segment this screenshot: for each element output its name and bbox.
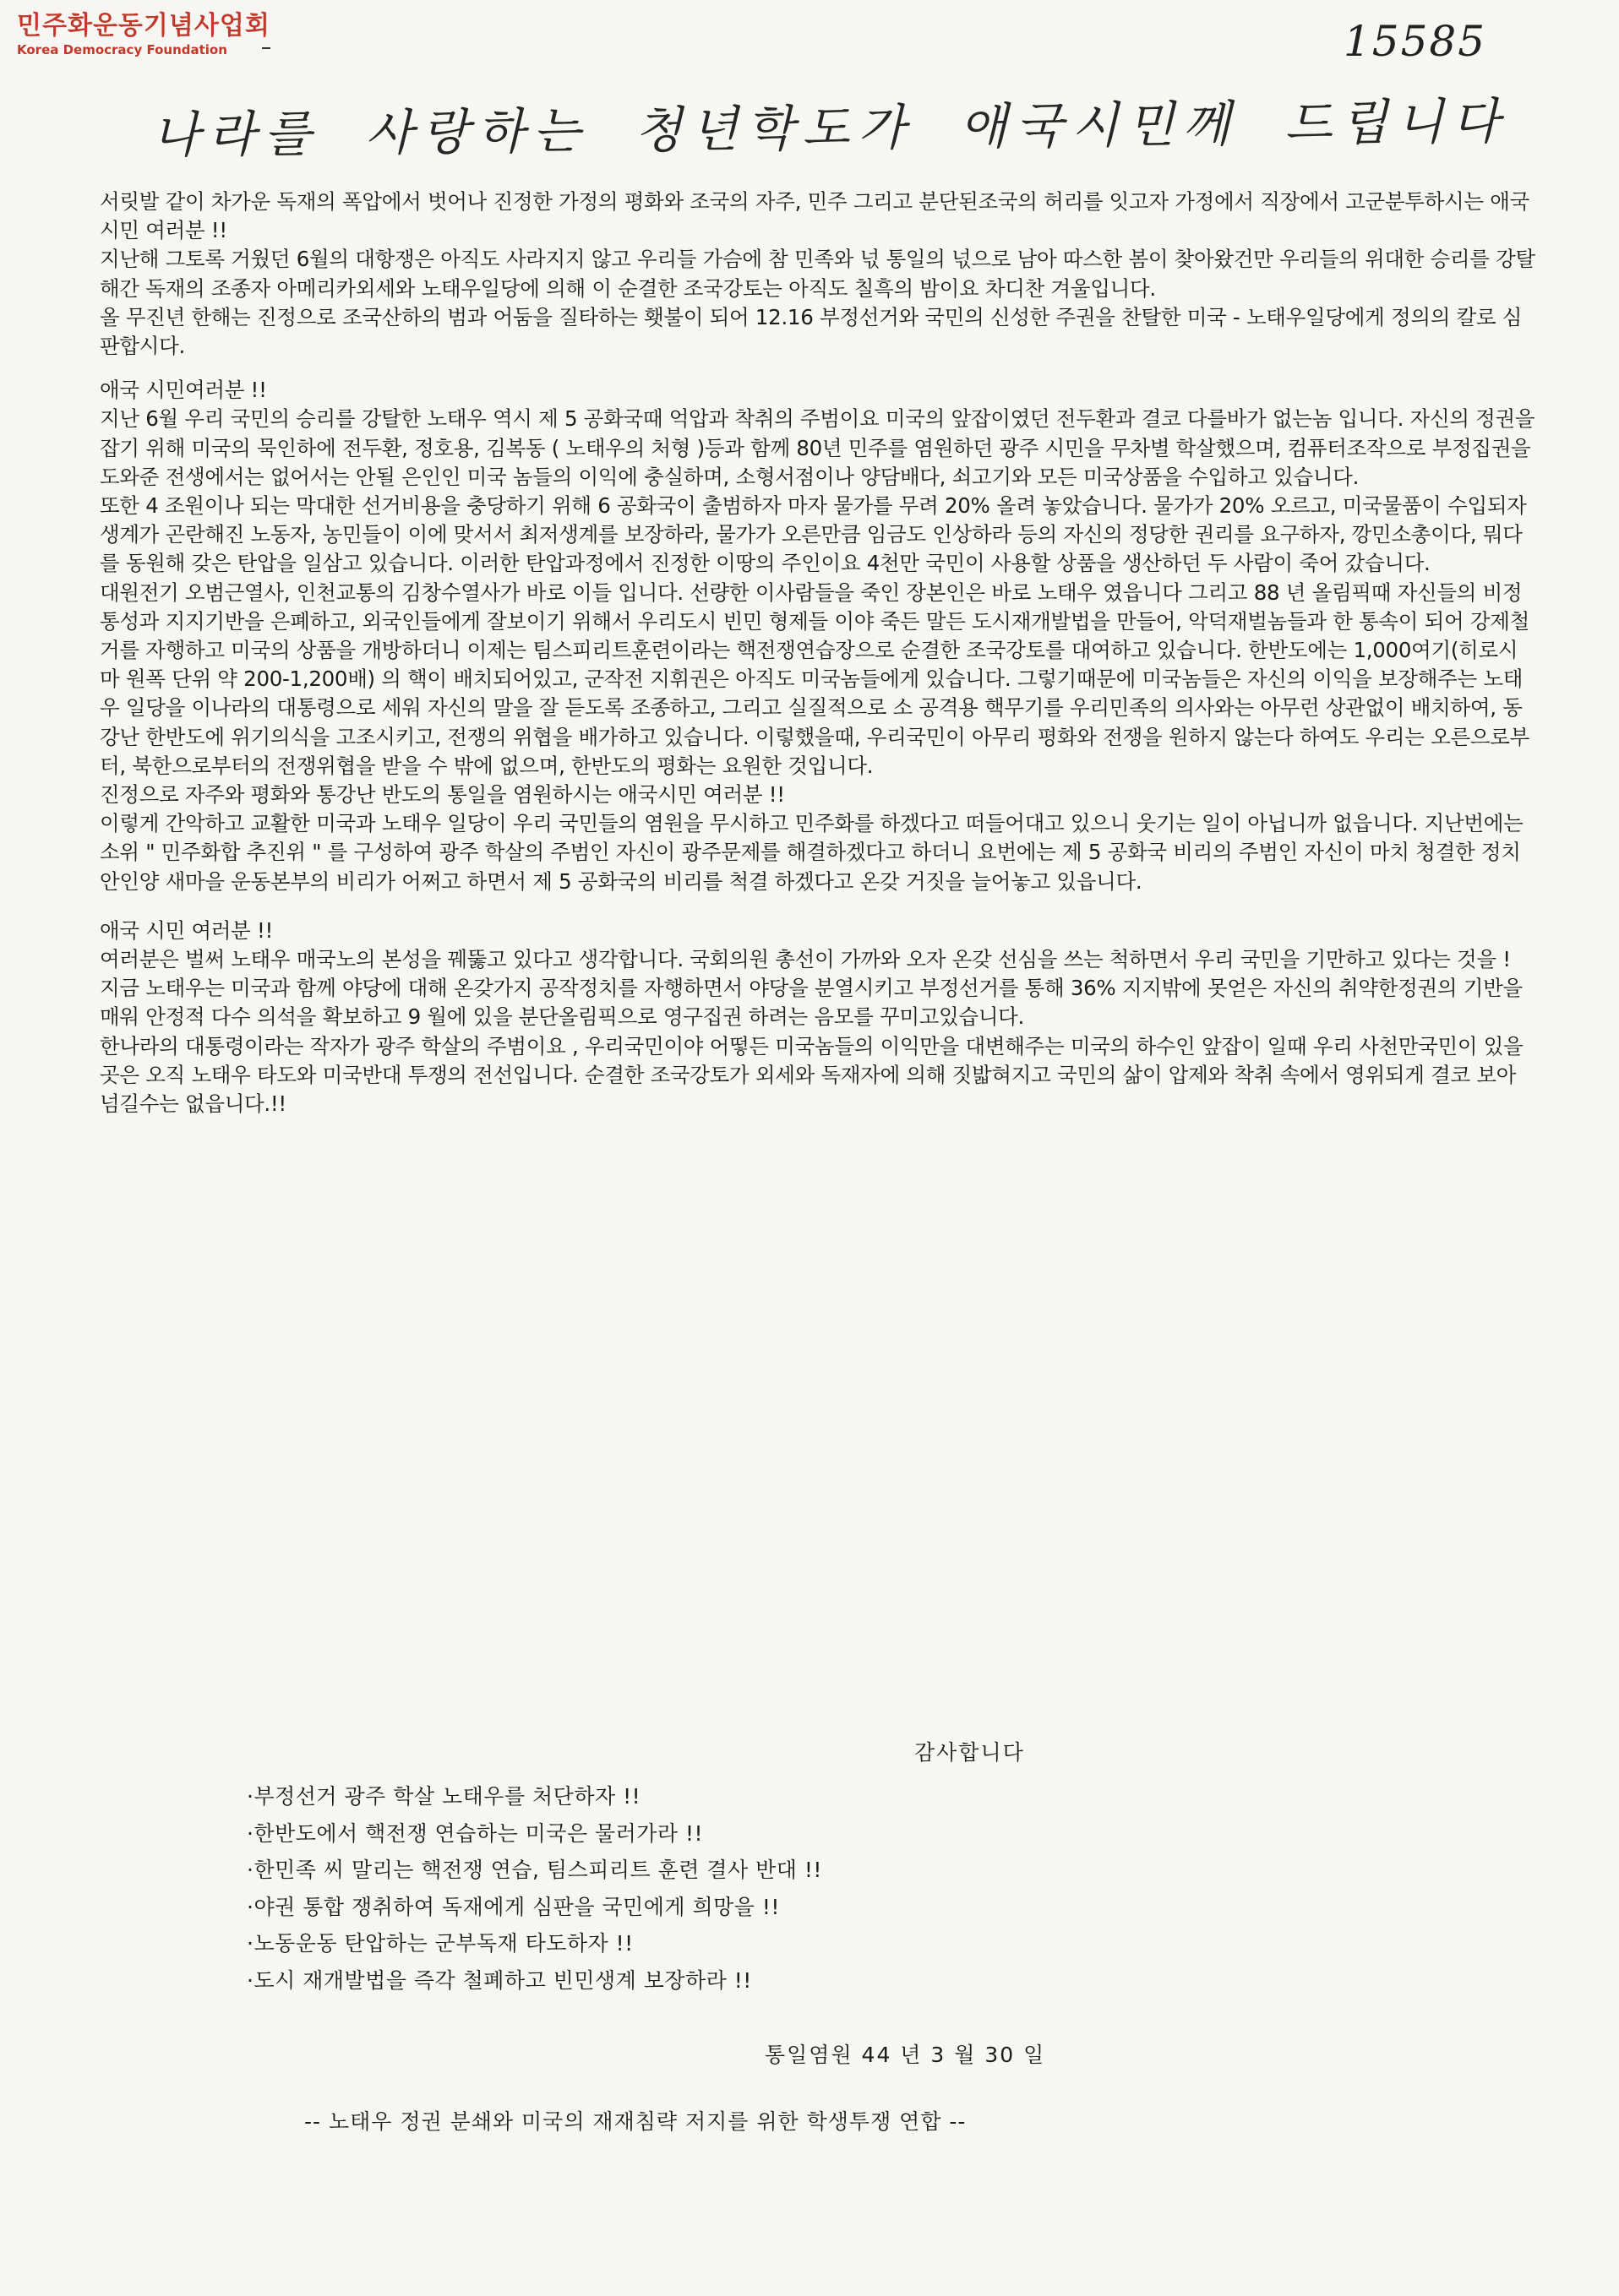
paragraph-conclusion: 한나라의 대통령이라는 작자가 광주 학살의 주범이요 , 우리국민이야 어떻든 미국놈들의 이익만을 대변해주는 미국의 하수인 앞잡이 일때 우리 사천만국민이 있을 곳은 오직 노태우 타도와 미국반대 투쟁의 전선입니다. 순결한 조국강토가 외세와 독재자에 의해 짓밟혀지고 국민의 삶이 압제와 착취 속에서 영위되게 결코 보아 넘길수는 없읍니다.!! [100,1033,1524,1117]
paragraph-deception: 이렇게 간악하고 교활한 미국과 노태우 일당이 우리 국민들의 염원을 무시하고 민주화를 하겠다고 떠들어대고 있으니 웃기는 일이 아닙니까 없읍니다. 지난번에는 소위 " 민주화합 추진위 " 를 구성하여 광주 학살의 주범인 자신이 광주문제를 해결하겠다고 하더니 요번에는 제 5 공화국 비리의 주범인 자신이 마치 청결한 정치안인양 새마을 운동본부의 비리가 어쩌고 하면서 제 5 공화국의 비리를 척결 하겠다고 온갖 거짓을 늘어놓고 있읍니다. [100,811,1524,894]
document-number: 15585 [1344,17,1487,66]
document-date: 통일염원 44 년 3 월 30 일 [765,2043,1046,2067]
slogan-item: ·야권 통합 쟁취하여 독재에게 심판을 국민에게 희망을 !! [247,1894,780,1919]
paragraph-address-citizens-2: 애국 시민 여러분 !! [100,917,274,943]
paragraph-greeting: 서릿발 같이 차가운 독재의 폭압에서 벗어나 진정한 가정의 평화와 조국의 자주, 민주 그리고 분단된조국의 허리를 잇고자 가정에서 직장에서 고군분투하시는 애국시민 여러분 !! [100,189,1529,243]
slogan-item: ·부정선거 광주 학살 노태우를 처단하자 !! [247,1784,641,1809]
paragraph-gap [100,896,1536,917]
slogan-item: ·한민족 씨 말리는 핵전쟁 연습, 팀스피리트 훈련 결사 반대 !! [247,1858,822,1882]
logo-dash-mark [262,47,270,49]
thanks-line: 감사합니다 [914,1740,1025,1765]
paragraph-martyrs-nuclear: 대원전기 오범근열사, 인천교통의 김창수열사가 바로 이들 입니다. 선량한 이사람들을 죽인 장본인은 바로 노태우 였읍니다 그리고 88 년 올림픽때 자신들의 비정통성과 지지기반을 은폐하고, 외국인들에게 잘보이기 위해서 우리도시 빈민 형제들 이야 죽든 말든 도시재개발법을 만들어, 악덕재벌놈들과 한 통속이 되어 강제철거를 자행하고 미국의 상품을 개방하더니 이제는 팀스피리트훈련이라는 핵전쟁연습장으로 순결한 조국강토를 대여하고 있습니다. 한반도에는 1,000여기(히로시마 원폭 단위 약 200-1,200배) 의 핵이 배치되어있고, 군작전 지휘권은 아직도 미국놈들에게 있습니다. 그렇기때문에 미국놈들은 자신의 이익을 보장해주는 노태우 일당을 이나라의 대통령으로 세워 자신의 말을 잘 듣도록 조종하고, 그리고 실질적으로 소 공격용 핵무기를 우리민족의 의사와는 아무런 상관없이 배치하여, 동강난 한반도에 위기의식을 고조시키고, 전쟁의 위협을 배가하고 있습니다. 이렇했을때, 우리국민이 아무리 평화와 전쟁을 원하지 않는다 하여도 우리는 오른으로부터, 북한으로부터의 전쟁위협을 받을 수 밖에 없으며, 한반도의 평화는 요원한 것입니다. [100,579,1529,778]
slogan-item: ·한반도에서 핵전쟁 연습하는 미국은 물러가라 !! [247,1820,704,1846]
paragraph-call-to-judge: 올 무진년 한해는 진정으로 조국산하의 범과 어둠을 질타하는 횃불이 되어 12.16 부정선거와 국민의 신성한 주권을 찬탈한 미국 - 노태우일당에게 정의의 칼로 심판합시다. [100,304,1523,359]
logo-name-korean: 민주화운동기념사업회 [17,11,270,41]
slogan-item: ·도시 재개발법을 즉각 철폐하고 빈민생계 보장하라 !! [247,1967,752,1993]
paragraph-election-scheme: 여러분은 벌써 노태우 매국노의 본성을 꿰뚫고 있다고 생각합니다. 국회의원 총선이 가까와 오자 온갖 선심을 쓰는 척하면서 우리 국민을 기만하고 있다는 것을 ! 지금 노태우는 미국과 함께 야당에 대해 온갖가지 공작정치를 자행하면서 야당을 분열시키고 부정선거를 통해 36% 지지밖에 못얻은 자신의 취약한정권의 기반을 매워 안정적 다수 의석을 확보하고 9 월에 있을 분단올림픽으로 영구집권 하려는 음모를 꾸미고있습니다. [100,947,1523,1030]
paragraph-roh-accusation: 지난 6월 우리 국민의 승리를 강탈한 노태우 역시 제 5 공화국때 억압과 착취의 주범이요 미국의 앞잡이였던 전두환과 결코 다를바가 없는놈 입니다. 자신의 정권을 잡기 위해 미국의 묵인하에 전두환, 정호용, 김복동 ( 노태우의 처형 )등과 함께 80년 민주를 염원하던 광주 시민을 무차별 학살했으며, 컴퓨터조작으로 부정집권을 도와준 전생에서는 없어서는 안될 은인인 미국 놈들의 이익에 충실하며, 소형서점이나 양담배다, 쇠고기와 모든 미국상품을 수입하고 있습니다. [100,406,1535,489]
slogan-list [247,1778,1345,1999]
foundation-logo [17,12,296,57]
paragraph-june-struggle: 지난해 그토록 거웠던 6월의 대항쟁은 아직도 사라지지 않고 우리들 가슴에 참 민족와 넋 통일의 넋으로 남아 따스한 봄이 찾아왔건만 우리들의 위대한 승리를 강탈해간 독재의 조종자 아메리카외세와 노태우일당에 의해 이 순결한 조국강토는 아직도 칠흑의 밤이요 차디찬 겨울입니다. [100,247,1535,301]
paragraph-address-peace: 진정으로 자주와 평화와 통강난 반도의 통일을 염원하시는 애국시민 여러분 !! [100,782,785,808]
paragraph-address-citizens: 애국 시민여러분 !! [100,378,267,403]
paragraph-gap [100,361,1536,376]
paragraph-prices-workers: 또한 4 조원이나 되는 막대한 선거비용을 충당하기 위해 6 공화국이 출범하자 마자 물가를 무려 20% 올려 놓았습니다. 물가가 20% 오르고, 미국물품이 수입되자 생계가 곤란해진 노동자, 농민들이 이에 맞서서 최저생계를 보장하라, 물가가 오른만큼 임금도 인상하라 등의 자신의 정당한 권리를 요구하자, 깡민소총이다, 뭐다를 동원해 갖은 탄압을 일삼고 있습니다. 이러한 탄압과정에서 진정한 이땅의 주인이요 4천만 국민이 사용할 상품을 생산하던 두 사람이 죽어 갔습니다. [100,493,1527,576]
logo-name-english: Korea Democracy Foundation [17,42,227,57]
document-title: 나라를 사랑하는 청년학도가 애국시민께 드립니다 [151,92,1508,165]
slogan-item: ·노동운동 탄압하는 군부독재 타도하자 !! [247,1931,634,1956]
document-body [100,188,1536,1118]
issuer-signature: -- 노태우 정권 분쇄와 미국의 재재침략 저지를 위한 학생투쟁 연합 -- [304,2109,967,2134]
